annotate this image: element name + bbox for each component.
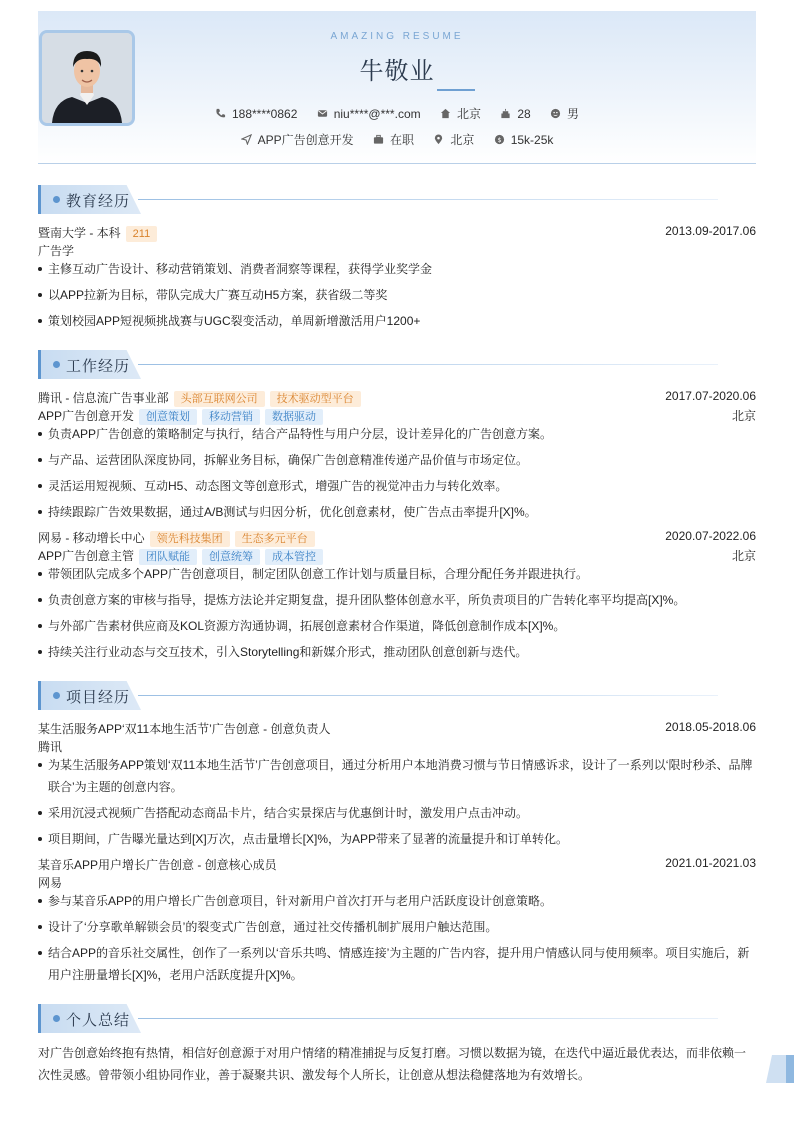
- job-company-line: [38, 387, 756, 405]
- job-role-line: [38, 545, 756, 563]
- send-icon: [241, 134, 252, 145]
- list-item: 持续关注行业动态与交互技术，引入Storytelling和新媒介形式，推动团队创意创新与迭代。: [38, 641, 756, 663]
- corner-decoration: [766, 1055, 794, 1083]
- svg-text:$: $: [497, 135, 502, 144]
- resume-header: [38, 11, 756, 164]
- list-item: 参与某音乐APP的用户增长广告创意项目，针对新用户首次打开与老用户活跃度设计创意策略。: [38, 890, 756, 912]
- list-item: 与产品、运营团队深度协同，拆解业务目标，确保广告创意精准传递产品价值与市场定位。: [38, 449, 756, 471]
- major: 广告学: [38, 244, 75, 258]
- section-header: [38, 185, 756, 215]
- list-item: 为某生活服务APP策划‘双11本地生活节’广告创意项目，通过分析用户本地消费习惯与节日情感诉求，设计了一系列以‘限时秒杀、品牌联合’为主题的创意内容。: [38, 754, 756, 798]
- role-tag: 创意统筹: [202, 549, 260, 565]
- company-name: 网易 - 移动增长中心: [38, 531, 145, 545]
- list-item: 负责APP广告创意的策略制定与执行，结合产品特性与用户分层，设计差异化的广告创意方案。: [38, 423, 756, 445]
- list-item: 带领团队完成多个APP广告创意项目，制定团队创意工作计划与质量目标，合理分配任务并跟进执行。: [38, 563, 756, 585]
- section-divider: [138, 364, 718, 365]
- project-bullets: [38, 754, 756, 850]
- summary-section: [38, 1004, 756, 1086]
- phone-icon: [215, 108, 226, 119]
- home-icon: [440, 108, 451, 119]
- target-city-text: 北京: [450, 133, 475, 147]
- email-item: [317, 107, 421, 121]
- section-dot: [53, 361, 60, 368]
- work-section: [38, 350, 756, 667]
- location-icon: [433, 134, 444, 145]
- hometown-text: 北京: [456, 107, 481, 121]
- job-role-line: [38, 405, 756, 423]
- school-tag: 211: [126, 226, 158, 242]
- list-item: 持续跟踪广告效果数据，通过A/B测试与归因分析，优化创意素材，使广告点击率提升[X]%。: [38, 501, 756, 523]
- company-tag: 领先科技集团: [150, 531, 230, 547]
- section-title: 工作经历: [66, 358, 131, 375]
- company-tag: 技术驱动型平台: [270, 391, 361, 407]
- list-item: 设计了‘分享歌单解锁会员’的裂变式广告创意，通过社交传播机制扩展用户触达范围。: [38, 916, 756, 938]
- section-header: [38, 681, 756, 711]
- section-dot: [53, 196, 60, 203]
- project-org-line: [38, 872, 756, 890]
- list-item: 策划校园APP短视频挑战赛与UGC裂变活动，单周新增激活用户1200+: [38, 310, 756, 332]
- job-bullets: [38, 563, 756, 663]
- list-item: 项目期间，广告曝光量达到[X]万次，点击量增长[X]%，为APP带来了显著的流量提升和订单转化。: [38, 828, 756, 850]
- project-name: 某音乐APP用户增长广告创意 - 创意核心成员: [38, 858, 277, 872]
- gender-icon: [550, 108, 561, 119]
- education-section: [38, 185, 756, 336]
- gender-text: 男: [567, 107, 580, 121]
- section-title: 项目经历: [66, 689, 131, 706]
- project-name: 某生活服务APP‘双11本地生活节’广告创意 - 创意负责人: [38, 722, 331, 736]
- section-header: [38, 350, 756, 380]
- list-item: 以APP拉新为目标，带队完成大广赛互动H5方案，获省级二等奖: [38, 284, 756, 306]
- section-title: 个人总结: [66, 1012, 131, 1029]
- role-tag: 团队赋能: [139, 549, 197, 565]
- role-tag: 成本管控: [265, 549, 323, 565]
- summary-text: 对广告创意始终抱有热情，相信好创意源于对用户情绪的精准捕捉与反复打磨。习惯以数据为镜，在迭代中逼近最优表达，而非依赖一次性灵感。曾带领小组协同作业，善于凝聚共识、激发每个人所长，让创意从想法稳健落地为有效增长。: [38, 1046, 747, 1082]
- job-intent-row: [38, 131, 756, 148]
- salary-icon: [494, 134, 505, 145]
- list-item: 与外部广告素材供应商及KOL资源方沟通协调，拓展创意素材合作渠道，降低创意制作成本[X]%。: [38, 615, 756, 637]
- section-divider: [138, 199, 718, 200]
- project-bullets: [38, 890, 756, 986]
- contact-row: [38, 105, 756, 122]
- salary-text: 15k-25k: [510, 132, 554, 147]
- phone-item: [215, 107, 297, 121]
- section-dot: [53, 692, 60, 699]
- role-tag: 数据驱动: [265, 409, 323, 425]
- job-company-line: [38, 527, 756, 545]
- name-underline: [437, 89, 475, 91]
- job-role: APP广告创意开发: [38, 409, 135, 423]
- mail-icon: [317, 108, 328, 119]
- education-bullets: [38, 258, 756, 332]
- hometown-item: [440, 105, 481, 122]
- cake-icon: [500, 108, 511, 119]
- list-item: 采用沉浸式视频广告搭配动态商品卡片，结合实景探店与优惠倒计时，激发用户点击冲动。: [38, 802, 756, 824]
- project-name-line: [38, 718, 756, 736]
- status-text: 在职: [389, 133, 414, 147]
- list-item: 负责创意方案的审核与指导，提炼方法论并定期复盘，提升团队整体创意水平，所负责项目的广告转化率平均提高[X]%。: [38, 589, 756, 611]
- school-name: 暨南大学 - 本科: [38, 226, 121, 240]
- project-org: 腾讯: [38, 740, 63, 754]
- salary-item: [494, 133, 554, 147]
- company-name: 腾讯 - 信息流广告事业部: [38, 391, 169, 405]
- job-bullets: [38, 423, 756, 523]
- education-major-line: [38, 240, 756, 258]
- status-item: [373, 131, 414, 148]
- job-period: 2017.07-2020.06: [665, 389, 756, 403]
- section-divider: [138, 695, 718, 696]
- section-title: 教育经历: [66, 193, 131, 210]
- candidate-name: 牛敬业: [359, 58, 435, 85]
- section-divider: [138, 1018, 718, 1019]
- section-header: [38, 1004, 756, 1034]
- role-tag: 移动营销: [202, 409, 260, 425]
- briefcase-icon: [373, 134, 384, 145]
- phone-text: 188****0862: [231, 106, 298, 121]
- projects-section: [38, 681, 756, 990]
- gender-item: [550, 105, 579, 122]
- list-item: 结合APP的音乐社交属性，创作了一系列以‘音乐共鸣、情感连接’为主题的广告内容，提升用户情感认同与使用频率。项目实施后，新用户注册量增长[X]%，老用户活跃度提升[X]%。: [38, 942, 756, 986]
- email-text: niu****@***.com: [333, 106, 421, 121]
- role-tag: 创意策划: [139, 409, 197, 425]
- section-dot: [53, 1015, 60, 1022]
- target-city-item: [433, 131, 474, 148]
- job-period: 2020.07-2022.06: [665, 529, 756, 543]
- education-period: 2013.09-2017.06: [665, 224, 756, 238]
- company-tag: 头部互联网公司: [174, 391, 265, 407]
- education-school-line: [38, 222, 756, 240]
- brand-text: AMAZING RESUME: [330, 31, 464, 42]
- age-item: [500, 107, 530, 121]
- target-job-item: [241, 131, 354, 148]
- company-tag: 生态多元平台: [235, 531, 315, 547]
- project-org: 网易: [38, 876, 63, 890]
- job-city: 北京: [731, 409, 756, 423]
- list-item: 主修互动广告设计、移动营销策划、消费者洞察等课程，获得学业奖学金: [38, 258, 756, 280]
- job-city: 北京: [731, 549, 756, 563]
- project-period: 2021.01-2021.03: [665, 856, 756, 870]
- project-name-line: [38, 854, 756, 872]
- job-role: APP广告创意主管: [38, 549, 135, 563]
- target-job-text: APP广告创意开发: [257, 133, 354, 147]
- list-item: 灵活运用短视频、互动H5、动态图文等创意形式，增强广告的视觉冲击力与转化效率。: [38, 475, 756, 497]
- resume-page: [38, 11, 756, 1082]
- age-text: 28: [517, 106, 531, 121]
- project-period: 2018.05-2018.06: [665, 720, 756, 734]
- project-org-line: [38, 736, 756, 754]
